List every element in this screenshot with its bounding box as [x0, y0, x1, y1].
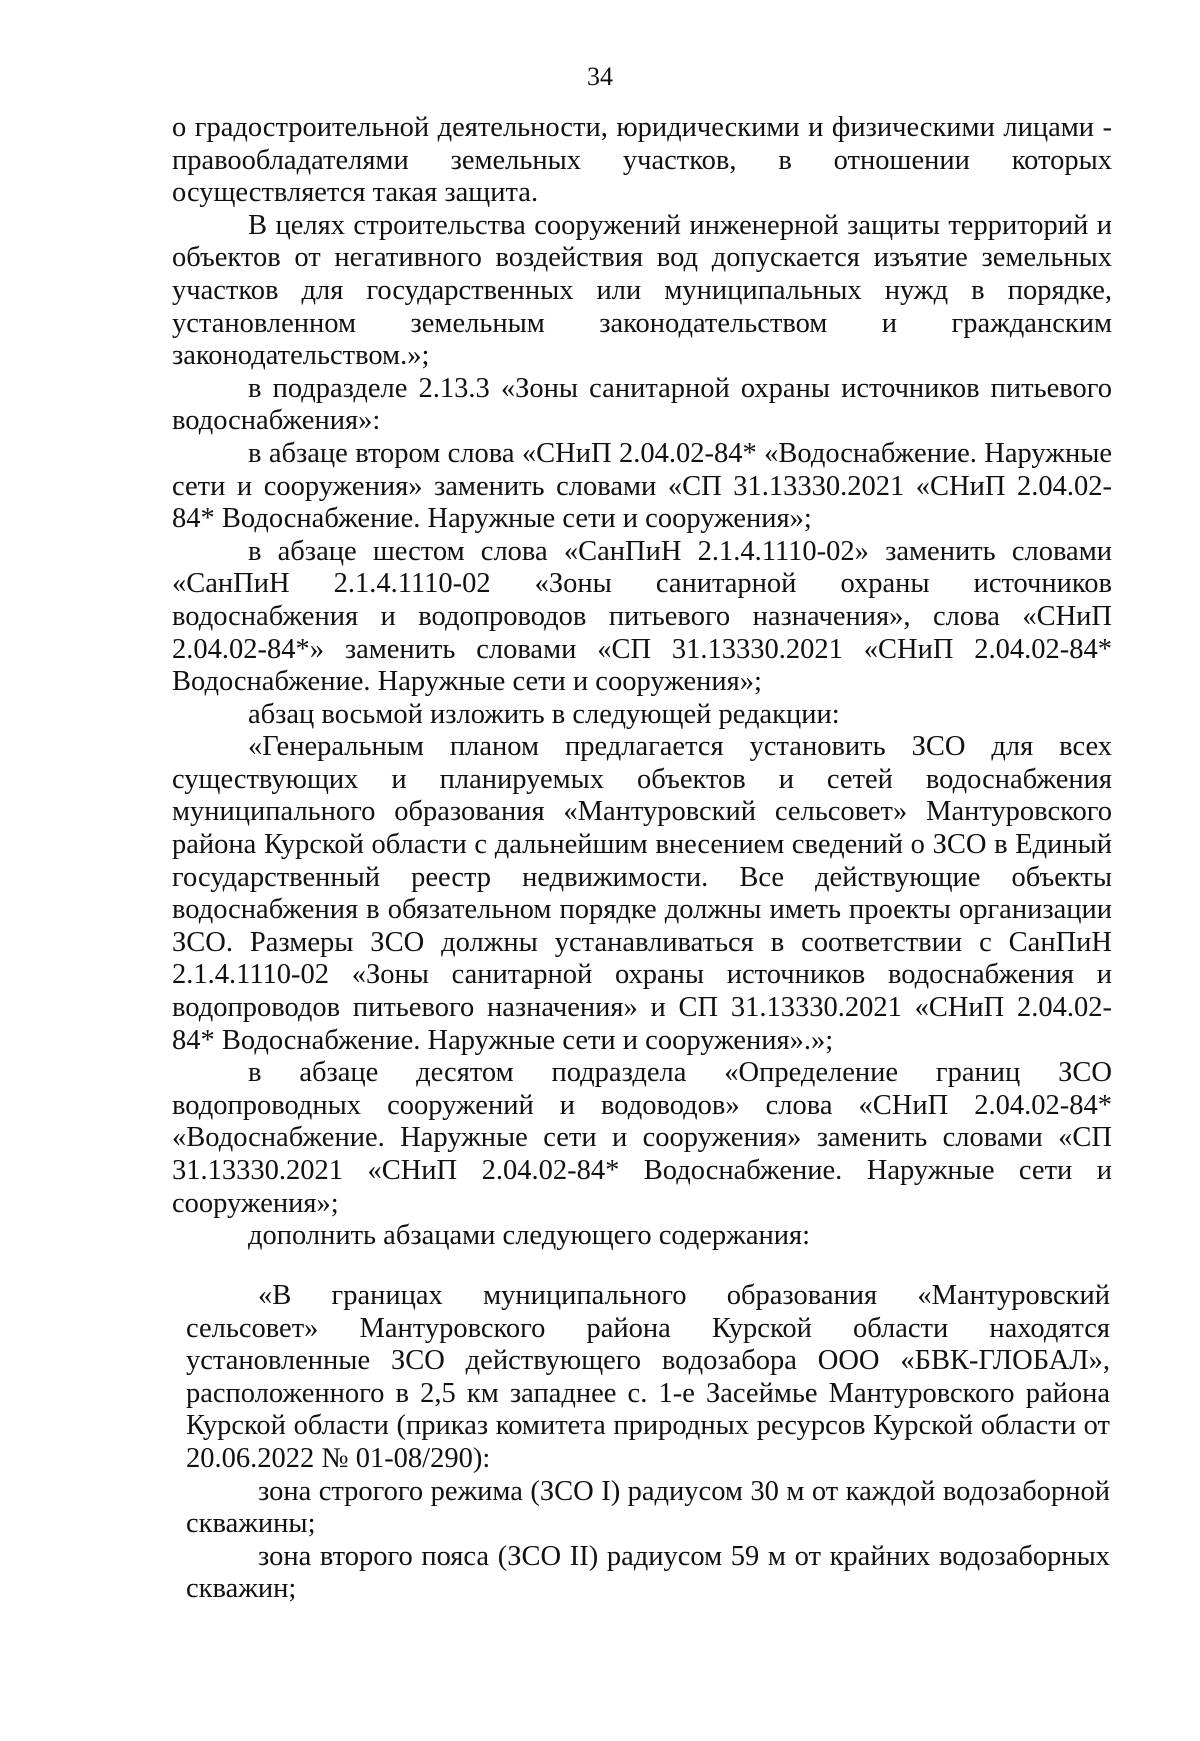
- paragraph: в подразделе 2.13.3 «Зоны санитарной охраны источников питьевого водоснабжения»:: [172, 372, 1112, 437]
- quoted-amendment: [186, 1280, 1110, 1606]
- page-number: 34: [587, 62, 613, 91]
- paragraph: в абзаце десятом подраздела «Определение границ ЗСО водопроводных сооружений и водоводов» слова «СНиП 2.04.02-84* «Водоснабжение. Наружные сети и сооружения» заменить словами «СП 31.13330.2021 «СНиП 2.04.02-84* Водоснабжение. Наружные сети и сооружения»;: [172, 1057, 1112, 1219]
- quote-list-item: зона второго пояса (ЗСО II) радиусом 59 м от крайних водозаборных скважин;: [186, 1540, 1110, 1605]
- paragraph-continuation: о градостроительной деятельности, юридическими и физическими лицами - правообладателями земельных участков, в отношении которых осуществляется такая защита.: [172, 112, 1112, 209]
- paragraph: абзац восьмой изложить в следующей редакции:: [248, 698, 840, 730]
- paragraph: «Генеральным планом предлагается установить ЗСО для всех существующих и планируемых объектов и сетей водоснабжения муниципального образования «Мантуровский сельсовет» Мантуровского района Курской области с дальнейшим внесением сведений о ЗСО в Единый государственный реестр недвижимости. Все действующие объекты водоснабжения в обязательном порядке должны иметь проекты организации ЗСО. Размеры ЗСО должны устанавливаться в соответствии с СанПиН 2.1.4.1110-02 «Зоны санитарной охраны источников водоснабжения и водопроводов питьевого назначения» и СП 31.13330.2021 «СНиП 2.04.02-84* Водоснабжение. Наружные сети и сооружения».»;: [172, 731, 1112, 1056]
- document-body: [172, 112, 1112, 1253]
- paragraph: В целях строительства сооружений инженерной защиты территорий и объектов от негативного воздействия вод допускается изъятие земельных участков для государственных или муниципальных нужд в порядке, установленном земельным законодательством и гражданским законодательством.»;: [172, 209, 1112, 372]
- paragraph: в абзаце втором слова «СНиП 2.04.02-84* «Водоснабжение. Наружные сети и сооружения» заменить словами «СП 31.13330.2021 «СНиП 2.04.02-84* Водоснабжение. Наружные сети и сооружения»;: [172, 437, 1112, 535]
- paragraph: дополнить абзацами следующего содержания:: [248, 1220, 811, 1252]
- quote-list-item: зона строгого режима (ЗСО I) радиусом 30 м от каждой водозаборной скважины;: [186, 1475, 1110, 1540]
- paragraph: в абзаце шестом слова «СанПиН 2.1.4.1110-02» заменить словами «СанПиН 2.1.4.1110-02 «Зоны санитарной охраны источников водоснабжения и водопроводов питьевого назначения», слова «СНиП 2.04.02-84*» заменить словами «СП 31.13330.2021 «СНиП 2.04.02-84* Водоснабжение. Наружные сети и сооружения»;: [172, 535, 1112, 698]
- quote-paragraph: «В границах муниципального образования «Мантуровский сельсовет» Мантуровского района Курской области находятся установленные ЗСО действующего водозабора ООО «БВК-ГЛОБАЛ», расположенного в 2,5 км западнее с. 1-е Засеймье Мантуровского района Курской области (приказ комитета природных ресурсов Курской области от 20.06.2022 № 01-08/290):: [186, 1280, 1110, 1474]
